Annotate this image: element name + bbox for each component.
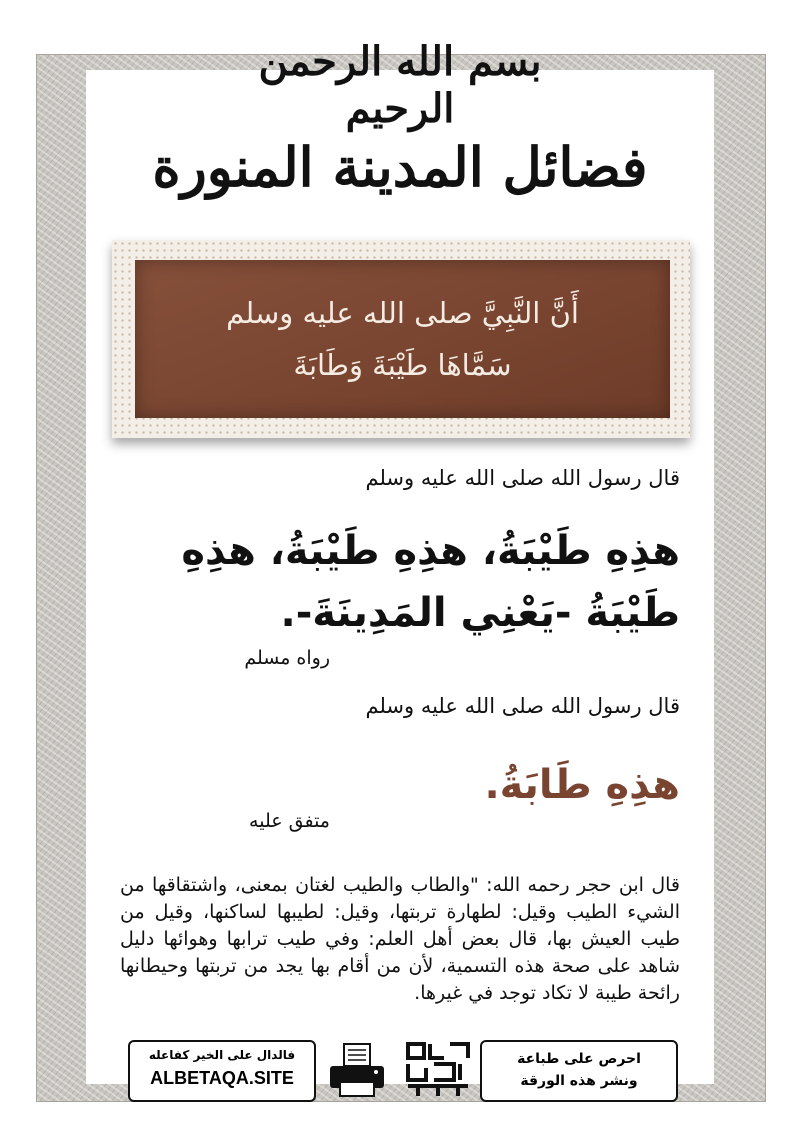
- footer-site-link[interactable]: ALBETAQA.SITE: [150, 1068, 294, 1088]
- hadith-2-narrator: متفق عليه: [249, 810, 330, 832]
- banner-line-1: أَنَّ النَّبِيَّ صلى الله عليه وسلم: [226, 296, 579, 330]
- hadith-1-narrator: رواه مسلم: [244, 647, 330, 669]
- hadith-2-text: هذِهِ طَابَةُ.: [484, 762, 680, 808]
- footer-site-box: [128, 1040, 316, 1102]
- footer-print-box: [480, 1040, 678, 1102]
- printer-icon: [326, 1042, 388, 1098]
- footer-print-line-1: احرص على طباعة: [517, 1051, 641, 1067]
- basmala: بسم الله الرحمن الرحيم: [258, 38, 542, 132]
- hadith-1-text: هذِهِ طَيْبَةُ، هذِهِ طَيْبَةُ، هذِهِ طَيْبَةُ -يَعْنِي المَدِينَةَ-.: [181, 528, 680, 636]
- footer-print-line-2: ونشر هذه الورقة: [520, 1073, 638, 1089]
- albetaqa-logo-icon: [404, 1040, 472, 1098]
- hadith-2-intro: قال رسول الله صلى الله عليه وسلم: [365, 694, 680, 718]
- banner: [135, 260, 670, 418]
- banner-line-2: سَمَّاهَا طَيْبَةَ وَطَابَةَ: [293, 348, 512, 382]
- scholar-quote: قال ابن حجر رحمه الله: "والطاب والطيب لغتان بمعنى، واشتقاقها من الشيء الطيب وقيل: لطهارة تربتها، وقيل: لطيبها لساكنها، وقيل من طيب العيش بها، قال بعض أهل العلم: وفي طيب ترابها وهوائها دليل شاهد على صحة هذه التسمية، لأن من أقام بها يجد من تربتها وحيطانها رائحة طيبة لا تكاد توجد في غيرها.: [120, 874, 680, 1004]
- footer: [128, 1040, 676, 1100]
- hadith-1-intro: قال رسول الله صلى الله عليه وسلم: [365, 466, 680, 490]
- footer-motto: فالدال على الخير كفاعله: [148, 1048, 296, 1062]
- page-title: فضائل المدينة المنورة: [152, 135, 648, 199]
